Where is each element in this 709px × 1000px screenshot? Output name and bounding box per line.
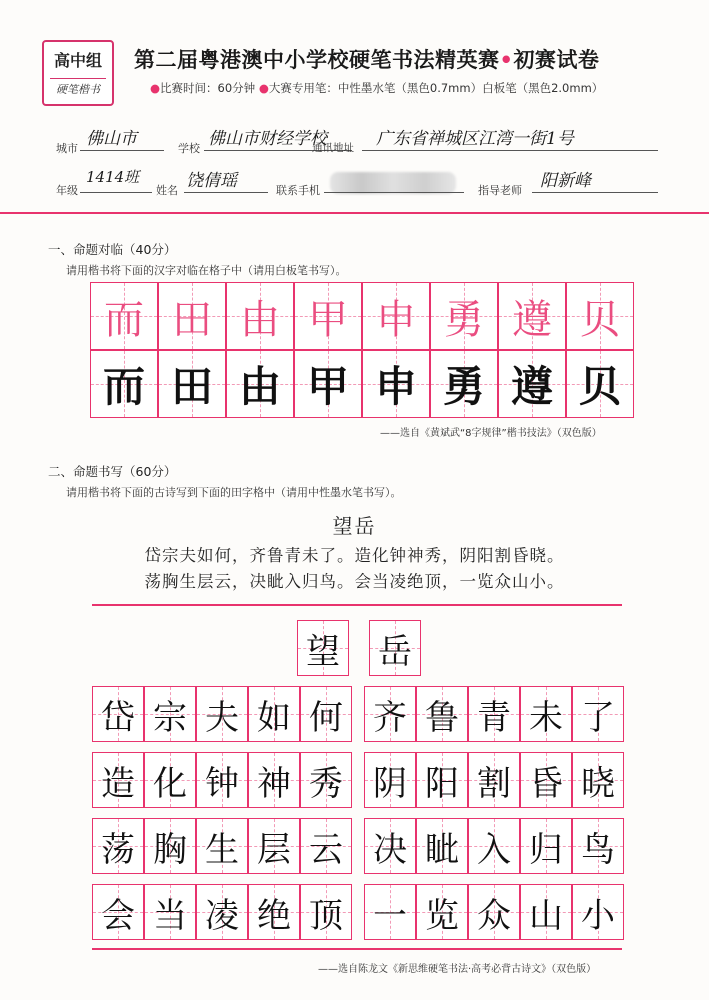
written-char: 小: [581, 895, 615, 936]
copy-char-cell[interactable]: [158, 350, 226, 418]
grade-label: 年级: [56, 184, 78, 197]
copy-char-cell[interactable]: [430, 350, 498, 418]
poem-char-cell[interactable]: [196, 884, 248, 940]
written-char: 顶: [309, 895, 343, 936]
written-char: 而: [104, 296, 144, 343]
poem-char-cell[interactable]: [416, 818, 468, 874]
written-char: 夫: [205, 697, 239, 738]
exam-pens: 大赛专用笔：中性墨水笔（黑色0.7mm）白板笔（黑色2.0mm）: [268, 81, 604, 95]
written-char: 贝: [578, 362, 621, 411]
written-char: 览: [425, 895, 459, 936]
model-char-cell[interactable]: [362, 282, 430, 350]
poem-char-cell[interactable]: [468, 686, 520, 742]
section2-source: ——选自陈龙文《新思维硬笔书法·高考必背古诗文》（双色版）: [318, 964, 597, 975]
written-char: 生: [205, 829, 239, 870]
written-char: 遵: [510, 362, 553, 411]
written-char: 秀: [309, 763, 343, 804]
written-char: 阳: [425, 763, 459, 804]
address-label: 通讯地址: [312, 142, 354, 154]
poem-char-cell[interactable]: [300, 752, 352, 808]
copy-char-cell[interactable]: [226, 350, 294, 418]
name-value[interactable]: 饶倩瑶: [186, 171, 237, 191]
poem-char-cell[interactable]: [572, 884, 624, 940]
written-char: 众: [477, 895, 511, 936]
school-value[interactable]: 佛山市财经学校: [208, 129, 327, 149]
written-char: 岳: [378, 631, 412, 672]
written-char: 齐: [373, 697, 407, 738]
poem-line-2: 荡胸生层云，决眦入归鸟。会当凌绝顶，一览众山小。: [144, 572, 565, 591]
section2-instruction: 请用楷书将下面的古诗写到下面的田字格中（请用中性墨水笔书写）。: [66, 486, 402, 499]
poem-char-cell[interactable]: [144, 686, 196, 742]
poem-char-cell[interactable]: [572, 752, 624, 808]
written-char: 申: [374, 362, 417, 411]
teacher-label: 指导老师: [478, 184, 522, 197]
grade-value[interactable]: 1414班: [86, 168, 140, 186]
address-value[interactable]: 广东省禅城区江湾一街1号: [376, 129, 574, 149]
copy-char-cell[interactable]: [566, 350, 634, 418]
written-char: 甲: [308, 296, 348, 343]
poem-char-cell[interactable]: [520, 752, 572, 808]
written-char: 荡: [101, 829, 135, 870]
written-char: 宗: [153, 697, 187, 738]
title-char-cell[interactable]: [297, 620, 349, 676]
school-label: 学校: [178, 142, 200, 155]
written-char: 云: [309, 829, 343, 870]
copy-char-cell[interactable]: [498, 350, 566, 418]
written-char: 田: [172, 296, 212, 343]
model-char-cell[interactable]: [226, 282, 294, 350]
model-char-cell[interactable]: [158, 282, 226, 350]
poem-char-cell[interactable]: [520, 818, 572, 874]
poem-char-cell[interactable]: [92, 686, 144, 742]
written-char: 一: [373, 895, 407, 936]
written-char: 绝: [257, 895, 291, 936]
poem-char-cell[interactable]: [196, 686, 248, 742]
poem-char-cell[interactable]: [520, 884, 572, 940]
poem-char-cell[interactable]: [196, 818, 248, 874]
poem-char-cell[interactable]: [92, 752, 144, 808]
poem-char-cell[interactable]: [364, 818, 416, 874]
poem-char-cell[interactable]: [248, 752, 300, 808]
poem-char-cell[interactable]: [364, 752, 416, 808]
poem-char-cell[interactable]: [300, 818, 352, 874]
section1-instruction: 请用楷书将下面的汉字对临在格子中（请用白板笔书写）。: [66, 264, 347, 277]
written-char: 岱: [101, 697, 135, 738]
poem-char-cell[interactable]: [144, 752, 196, 808]
written-char: 如: [257, 697, 291, 738]
written-char: 青: [477, 697, 511, 738]
copy-char-cell[interactable]: [362, 350, 430, 418]
poem-char-cell[interactable]: [572, 686, 624, 742]
written-char: 造: [101, 763, 135, 804]
poem-char-cell[interactable]: [364, 686, 416, 742]
written-char: 田: [170, 362, 213, 411]
poem-divider-bottom: [92, 948, 622, 950]
written-char: 申: [376, 296, 416, 343]
written-char: 钟: [205, 763, 239, 804]
poem-title: 望岳: [332, 514, 377, 538]
poem-char-cell[interactable]: [468, 752, 520, 808]
title-suffix: 初赛试卷: [513, 48, 600, 72]
city-value[interactable]: 佛山市: [86, 129, 137, 149]
model-char-cell[interactable]: [498, 282, 566, 350]
model-char-cell[interactable]: [566, 282, 634, 350]
section1-source: ——选自《黄斌武“8字规律”楷书技法》（双色版）: [380, 428, 602, 439]
poem-char-cell[interactable]: [196, 752, 248, 808]
written-char: 山: [529, 895, 563, 936]
section1-heading: 一、命题对临（40分）: [48, 242, 177, 257]
phone-label: 联系手机: [276, 184, 320, 197]
written-char: 甲: [306, 362, 349, 411]
written-char: 由: [238, 362, 281, 411]
written-char: 昏: [529, 763, 563, 804]
written-char: 凌: [205, 895, 239, 936]
written-char: 何: [309, 697, 343, 738]
written-char: 割: [477, 763, 511, 804]
poem-char-cell[interactable]: [468, 884, 520, 940]
badge-group-label: 高中组: [53, 51, 102, 70]
written-char: 贝: [580, 296, 620, 343]
poem-char-cell[interactable]: [572, 818, 624, 874]
name-label: 姓名: [156, 184, 178, 197]
written-char: 勇: [444, 296, 484, 343]
city-label: 城市: [56, 142, 78, 155]
title-char-cell[interactable]: [369, 620, 421, 676]
title-main: 第二届粤港澳中小学校硬笔书法精英赛: [134, 48, 500, 72]
written-char: 了: [581, 697, 615, 738]
written-char: 层: [257, 829, 291, 870]
written-char: 遵: [512, 296, 552, 343]
written-char: 神: [257, 763, 291, 804]
poem-char-cell[interactable]: [468, 818, 520, 874]
written-char: 化: [153, 763, 187, 804]
bullet-icon: ●: [258, 81, 269, 95]
model-char-cell[interactable]: [90, 282, 158, 350]
poem-char-cell[interactable]: [248, 686, 300, 742]
written-char: 会: [101, 895, 135, 936]
written-char: 眦: [425, 829, 459, 870]
section2-heading: 二、命题书写（60分）: [48, 464, 177, 479]
poem-char-cell[interactable]: [364, 884, 416, 940]
written-char: 由: [240, 296, 280, 343]
poem-char-cell[interactable]: [248, 818, 300, 874]
poem-char-cell[interactable]: [416, 884, 468, 940]
exam-time: 比赛时间：60分钟: [160, 81, 256, 95]
written-char: 鲁: [425, 697, 459, 738]
written-char: 入: [477, 829, 511, 870]
written-char: 勇: [442, 362, 485, 411]
copy-char-cell[interactable]: [294, 350, 362, 418]
poem-char-cell[interactable]: [416, 686, 468, 742]
poem-char-cell[interactable]: [144, 818, 196, 874]
written-char: 归: [529, 829, 563, 870]
teacher-value[interactable]: 阳新峰: [540, 171, 591, 191]
poem-line-1: 岱宗夫如何，齐鲁青未了。造化钟神秀，阴阳割昏晓。: [144, 546, 565, 565]
poem-char-cell[interactable]: [416, 752, 468, 808]
poem-char-cell[interactable]: [520, 686, 572, 742]
written-char: 鸟: [581, 829, 615, 870]
written-char: 望: [306, 631, 340, 672]
written-char: 胸: [153, 829, 187, 870]
written-char: 当: [153, 895, 187, 936]
bullet-icon: ●: [150, 81, 161, 95]
poem-char-cell[interactable]: [248, 884, 300, 940]
poem-char-cell[interactable]: [92, 884, 144, 940]
written-char: 决: [373, 829, 407, 870]
poem-char-cell[interactable]: [92, 818, 144, 874]
poem-char-cell[interactable]: [300, 686, 352, 742]
copy-char-cell[interactable]: [90, 350, 158, 418]
written-char: 未: [529, 697, 563, 738]
model-char-cell[interactable]: [430, 282, 498, 350]
model-char-cell[interactable]: [294, 282, 362, 350]
badge-style-label: 硬笔楷书: [50, 78, 106, 100]
written-char: 阴: [373, 763, 407, 804]
title-dot: •: [499, 48, 514, 72]
poem-char-cell[interactable]: [300, 884, 352, 940]
written-char: 晓: [581, 763, 615, 804]
written-char: 而: [102, 362, 145, 411]
poem-char-cell[interactable]: [144, 884, 196, 940]
